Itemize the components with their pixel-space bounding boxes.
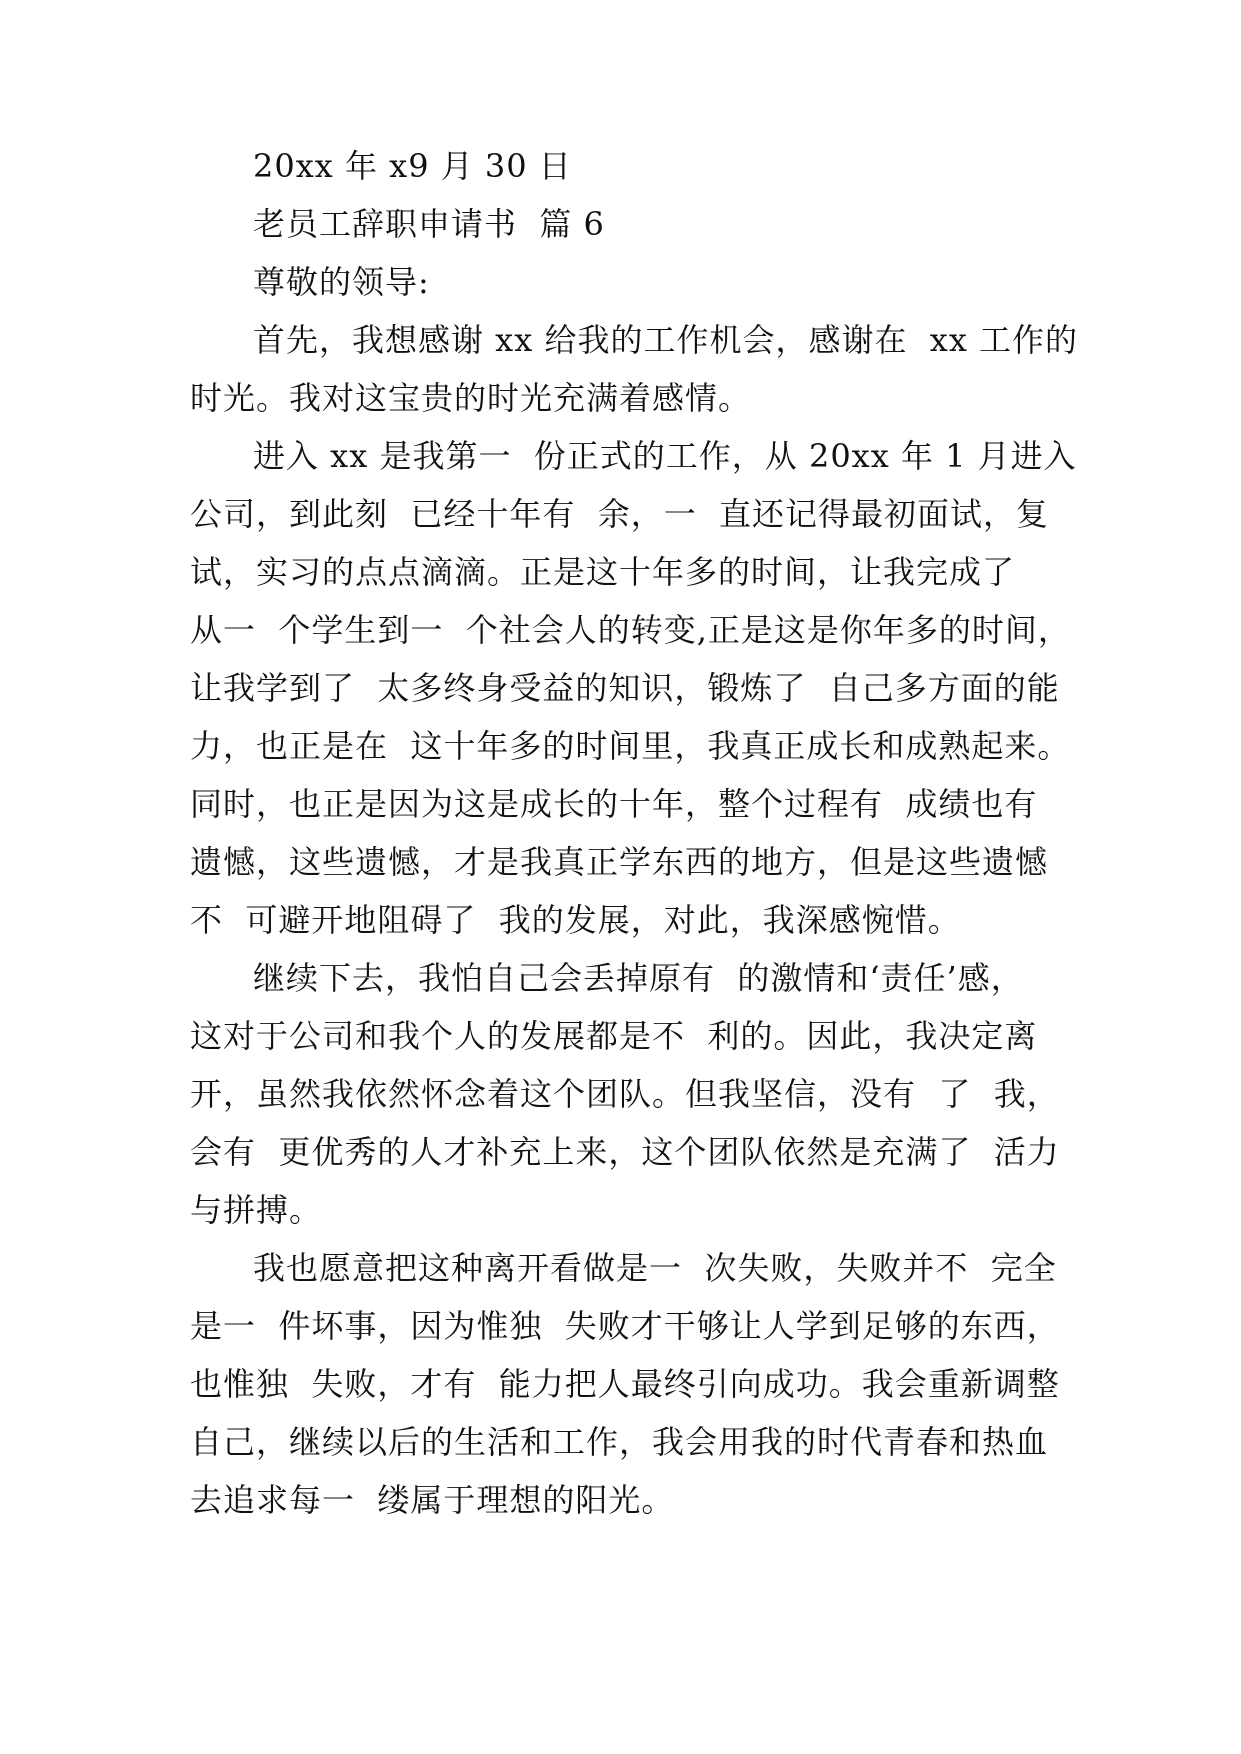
paragraph-3-line-1: 继续下去，我怕自己会丢掉原有 的激情和‘责任’感， <box>253 959 1024 997</box>
salutation: 尊敬的领导: <box>253 263 430 301</box>
paragraph-1-line-2: 时光。我对这宝贵的时光充满着感情。 <box>190 379 752 417</box>
paragraph-3-line-2: 这对于公司和我个人的发展都是不 利的。因此，我决定离 <box>190 1017 1038 1055</box>
paragraph-2-line-6: 力，也正是在 这十年多的时间里，我真正成长和成熟起来。 <box>190 727 1071 765</box>
paragraph-2-line-9: 不 可避开地阻碍了 我的发展，对此，我深感惋惜。 <box>190 901 961 939</box>
paragraph-2-line-3: 试，实习的点点滴滴。正是这十年多的时间，让我完成了 <box>190 553 1016 591</box>
paragraph-2-line-7: 同时，也正是因为这是成长的十年，整个过程有 成绩也有 <box>190 785 1038 823</box>
paragraph-2-line-4: 从一 个学生到一 个社会人的转变,正是这是你年多的时间， <box>190 611 1071 649</box>
document-title: 老员工辞职申请书 篇 6 <box>253 205 605 243</box>
paragraph-4-line-4: 自己，继续以后的生活和工作，我会用我的时代青春和热血 <box>190 1423 1049 1461</box>
paragraph-2-line-1: 进入 xx 是我第一 份正式的工作，从 20xx 年 1 月进入 <box>253 437 1077 475</box>
paragraph-4-line-1: 我也愿意把这种离开看做是一 次失败，失败并不 完全 <box>253 1249 1057 1287</box>
paragraph-4-line-3: 也惟独 失败，才有 能力把人最终引向成功。我会重新调整 <box>190 1365 1060 1403</box>
paragraph-3-line-3: 开，虽然我依然怀念着这个团队。但我坚信，没有 了 我， <box>190 1075 1060 1113</box>
paragraph-2-line-5: 让我学到了 太多终身受益的知识，锻炼了 自己多方面的能 <box>190 669 1060 707</box>
paragraph-1-line-1: 首先，我想感谢 xx 给我的工作机会，感谢在 xx 工作的 <box>253 321 1079 359</box>
paragraph-2-line-8: 遗憾，这些遗憾，才是我真正学东西的地方，但是这些遗憾 <box>190 843 1049 881</box>
paragraph-4-line-5: 去追求每一 缕属于理想的阳光。 <box>190 1481 675 1519</box>
paragraph-2-line-2: 公司，到此刻 已经十年有 余，一 直还记得最初面试，复 <box>190 495 1050 533</box>
date-line: 20xx 年 x9 月 30 日 <box>253 147 572 185</box>
paragraph-3-line-5: 与拼搏。 <box>190 1191 323 1229</box>
paragraph-4-line-2: 是一 件坏事，因为惟独 失败才干够让人学到足够的东西， <box>190 1307 1060 1345</box>
paragraph-3-line-4: 会有 更优秀的人才补充上来，这个团队依然是充满了 活力 <box>190 1133 1060 1171</box>
